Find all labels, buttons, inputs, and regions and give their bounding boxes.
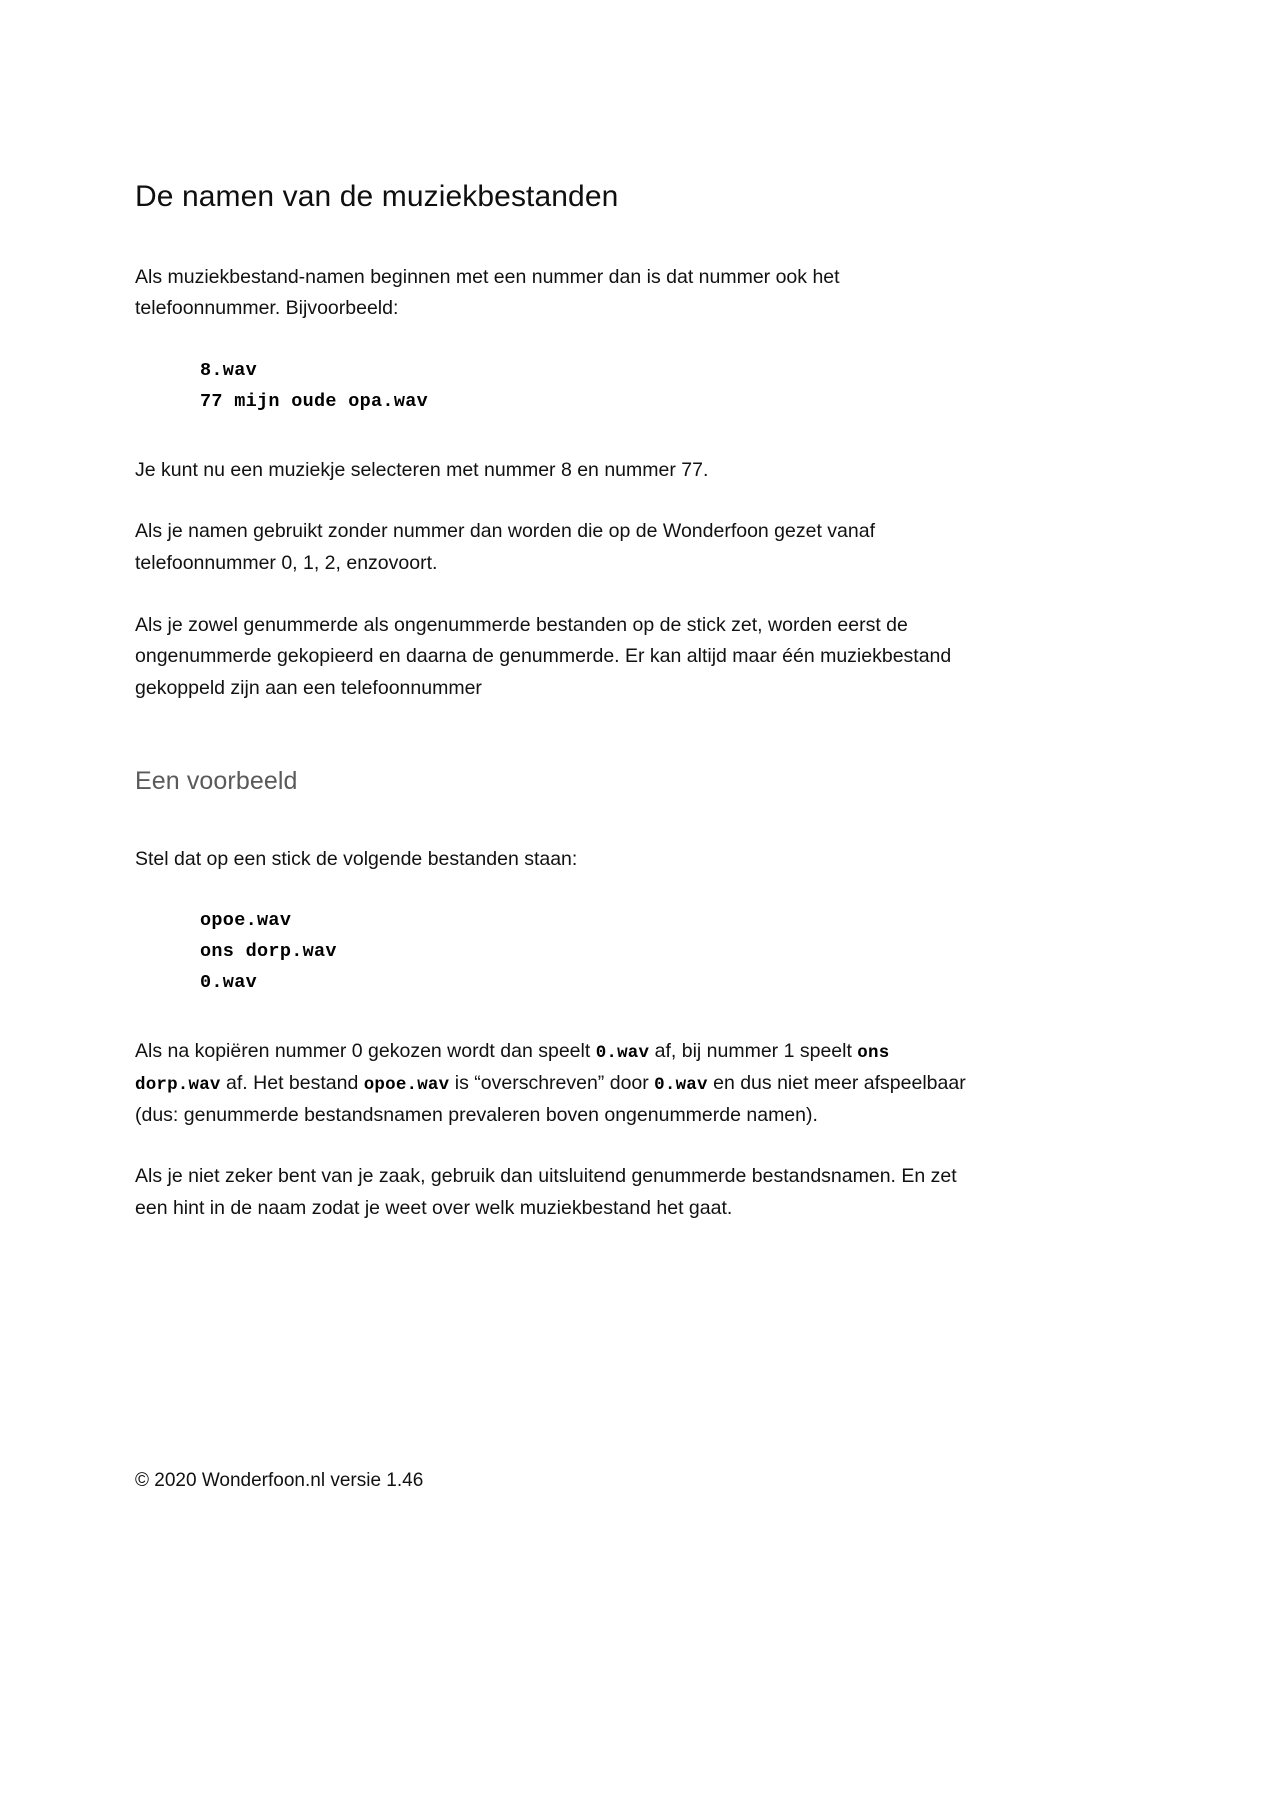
code-line-1: opoe.wav [200,910,292,932]
paragraph-mixed-names: Als je zowel genummerde als ongenummerde bestanden op de stick zet, worden eerst de ongenummerde gekopieerd en daarna de genummerde. Er kan altijd maar één muziekbestand gekoppeld zijn aan een telefoonnummer [135,613,952,699]
text-fragment: is “overschreven” door [449,1071,655,1094]
paragraph-unnumbered-names: Als je namen gebruikt zonder nummer dan worden die op de Wonderfoon gezet vanaf telefoonnummer 0, 1, 2, enzovoort. [135,520,876,574]
page-title: De namen van de muziekbestanden [135,180,619,213]
spacer [135,998,980,1036]
text-fragment: en dus niet meer afspeelbaar (dus: genummerde bestandsnamen prevaleren boven ongenummerde namen). [135,1071,966,1126]
paragraph-stick-contents: Stel dat op een stick de volgende bestanden staan: [135,847,578,870]
spacer [135,1131,980,1161]
document-body [135,178,980,1224]
paragraph-intro: Als muziekbestand-namen beginnen met een nummer dan is dat nummer ook het telefoonnummer. Bijvoorbeeld: [135,265,840,320]
inline-code-filename: ons dorp.wav [135,1043,890,1095]
text-fragment: Als na kopiëren nummer 0 gekozen wordt dan speelt [135,1040,596,1063]
code-line-2: 77 mijn oude opa.wav [200,390,429,412]
inline-code-filename: 0.wav [595,1043,650,1064]
spacer [135,417,980,455]
spacer [135,580,980,610]
code-line-1: 8.wav [200,359,258,381]
spacer [135,875,980,905]
code-line-2: ons dorp.wav [200,941,337,963]
spacer [135,325,980,355]
text-fragment: af, bij nummer 1 speelt [649,1040,858,1063]
code-line-3: 0.wav [200,972,258,994]
paragraph-select-number: Je kunt nu een muziekje selecteren met nummer 8 en nummer 77. [135,458,709,481]
text-fragment: af. Het bestand [220,1071,364,1094]
section-heading-example: Een voorbeeld [135,767,298,796]
spacer [135,704,980,766]
spacer [135,486,980,516]
page-footer: © 2020 Wonderfoon.nl versie 1.46 [135,1470,424,1491]
inline-code-filename: opoe.wav [363,1074,450,1095]
code-block-stick-filenames [135,905,980,998]
paragraph-overwrite-explanation [135,1036,980,1131]
paragraph-advice: Als je niet zeker bent van je zaak, gebruik dan uitsluitend genummerde bestandsnamen. En zet een hint in de naam zodat je weet over welk muziekbestand het gaat. [135,1165,957,1219]
spacer [135,798,980,844]
inline-code-filename: 0.wav [654,1074,708,1095]
code-block-example-filenames [135,355,980,417]
